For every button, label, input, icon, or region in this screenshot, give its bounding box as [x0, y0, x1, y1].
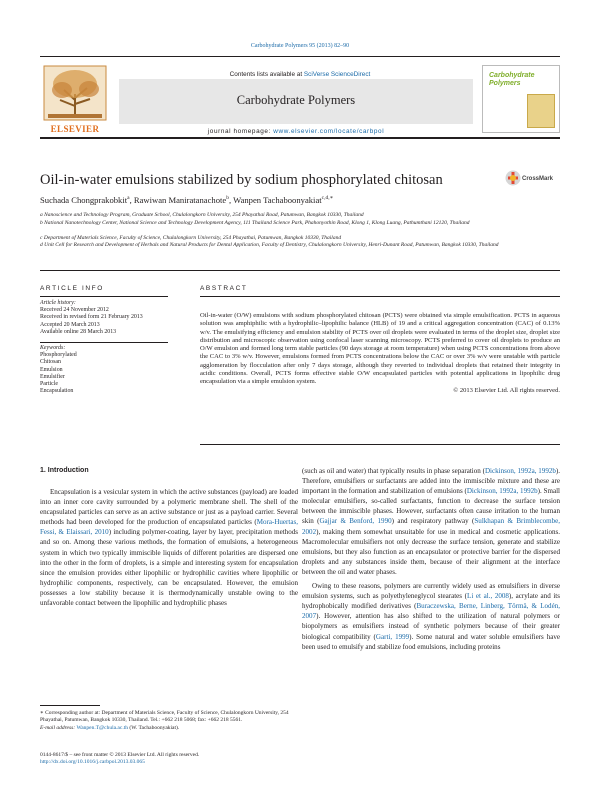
author-3[interactable]: Wanpen Tachaboonyakiat [233, 195, 322, 205]
author-2[interactable]: Rawiwan Maniratanachote [133, 195, 227, 205]
abstract-copyright: © 2013 Elsevier Ltd. All rights reserved. [453, 386, 560, 394]
journal-citation[interactable]: Carbohydrate Polymers 95 (2013) 82–90 [250, 43, 350, 49]
article-title: Oil-in-water emulsions stabilized by sodium phosphorylated chitosan [40, 172, 443, 188]
history-revised: Received in revised form 21 February 2013 [40, 314, 143, 321]
affiliation-rule [40, 270, 560, 271]
section-1-heading: 1. Introduction [40, 467, 89, 474]
author-3-sup: c,d,∗ [321, 195, 334, 202]
body-text: ). Therefore, emulsifiers or surfactants are added into the immiscible mixture and these are important in the formation and stabilization of emulsions ( [302, 467, 561, 496]
body-text: ), making them somewhat unsuitable for use in medical and cosmetic applications. Macromolecular emulsifiers not only decrease the surface tension, generate and stabilize emulsions, but they also function as an encapsulator or protective barrier for the dispersed droplets and any substances inside them, because of their alignment at the interface between the oil and water phases. [302, 527, 560, 576]
body-text: ). Some natural and water soluble emulsifiers have been used to emulsify and stabilize food emulsions, including proteins [302, 632, 560, 651]
history-accepted: Accepted 20 March 2013 [40, 321, 100, 328]
body-text: Owing to these reasons, polymers are currently widely used as emulsifiers in diverse emulsion systems, such as polyethyleneglycol stearates ( [302, 582, 560, 601]
keyword: Emulsion [40, 366, 63, 373]
body-text: Encapsulation is a vesicular system in which the active substances (payload) are loaded into an inner core cavity surrounded by a polymeric membrane shell. The shell of the encapsulated particles can serve as an active substance or just as a payload carrier. Several methods had been developed for the production of encapsulated particles ( [40, 488, 298, 527]
crossmark-badge[interactable] [505, 170, 565, 190]
body-text: ). However, attention has also shifted to the utilization of natural polymers or biopolymers as emulsifiers instead of synthetic polymers because of their greater biological compatibility ( [302, 612, 560, 641]
homepage-link[interactable]: www.elsevier.com/locate/carbpol [273, 128, 385, 135]
intro-paragraph-1-cont [302, 466, 560, 577]
crossmark-icon [505, 170, 521, 188]
abstract-body [200, 312, 560, 395]
history-label: Article history: [40, 300, 76, 306]
citation-link[interactable]: Li et al., 2008 [467, 592, 509, 601]
body-text: ), acrylate and its hydrophobically modified derivatives ( [302, 592, 561, 611]
keywords-rule [40, 342, 168, 343]
history-received: Received 24 November 2012 [40, 307, 109, 314]
abstract-text: Oil-in-water (O/W) emulsions with sodium phosphorylated chitosan (PCTS) were obtained via simple emulsification. PCTS in aqueous solution was amphiphilic with a hydrophilic–lipophilic balance (HLB) of 19 and a critical aggregation concentration (CAC) of 0.13% w/v. The emulsifying efficiency and emulsion stability of PCTS over oil droplets were evaluated in terms of the droplet size, droplet size distribution and microscopic observation using confocal laser scanning microscopy. PCTS preferred to cover oil droplets to produce an O/W emulsion and formed long term stable particles (90 days storage at room temperature) when using PCTS concentrations from above the CAC to 3% w/v. However, emulsions formed from PCTS concentrations below the CAC or over 3% w/v were unstable with particle agglomeration by flocculation after only 7 days storage, although they reverted to individual droplets that retained their integrity in acidic conditions. Overall, PCTS forms effective stable O/W encapsulated particles with potential applications in lipophilic drug encapsulation via a simple emulsion system. [200, 312, 560, 386]
citation-link[interactable]: Buraczewska, Berne, Linberg, Törmä, & Lodén, 2007 [302, 602, 560, 621]
contents-prefix: Contents lists available at [229, 71, 304, 78]
citation-link[interactable]: Garti, 1999 [375, 632, 410, 641]
email-line [40, 725, 298, 732]
author-sep: , [129, 195, 134, 205]
author-sep: , [228, 195, 234, 205]
email-label: E-mail address: [40, 724, 77, 731]
article-info-rule [40, 296, 168, 297]
homepage-prefix: journal homepage: [207, 128, 274, 135]
abstract-heading: ABSTRACT [200, 285, 248, 292]
email-suffix: (W. Tachaboonyakiat). [127, 724, 180, 731]
body-text: ) including polymer-coating, layer by layer, precipitation methods and so on. Among these various methods, the formation of emulsions, a heterogeneous system in which two typically immiscible liquids of different polarities are dispersed one into the other in the form of droplets, is a simple and interesting system for encapsulation since the emulsion provides either lipophilic or hydrophilic cavities where lipophilic or hydrophilic components, respectively, can be encapsulated. However, the emulsion possesses a low stability because it is thermodynamically unstable owing to the unfavorable contact between the lipophilic and hydrophilic phases [40, 528, 298, 608]
keyword: Encapsulation [40, 388, 74, 395]
email-link[interactable]: Wanpen.T@chula.ac.th [76, 724, 128, 731]
doi-link[interactable]: http://dx.doi.org/10.1016/j.carbpol.2013.03.065 [40, 759, 145, 766]
author-list [40, 195, 333, 205]
citation-link[interactable]: Gajjar & Benford, 1990 [319, 517, 392, 526]
header-bottom-rule [40, 137, 560, 139]
author-1[interactable]: Suchada Chongprakobkit [40, 195, 128, 205]
journal-cover-thumbnail [482, 65, 560, 133]
footnote-rule [40, 705, 100, 706]
keyword: Particle [40, 381, 58, 388]
body-text: ) and respiratory pathway ( [391, 517, 475, 526]
citation-link[interactable]: Mora-Huertas, Fessi, & Elaissari, 2010 [40, 518, 298, 537]
abstract-bottom-rule [200, 444, 560, 445]
affiliation-a: a Nanoscience and Technology Program, Graduate School, Chulalongkorn University, 254 Phayathai Road, Patumwan, Bangkok 10330, Thailand [40, 212, 364, 218]
author-2-sup: b [226, 195, 229, 202]
right-column [302, 466, 560, 652]
history-online: Available online 28 March 2013 [40, 328, 117, 335]
journal-homepage [119, 128, 473, 135]
affiliation-b: b National Nanotechnology Center, National Science and Technology Development Agency, 111 Thailand Science Park, Phahonyothin Road, Klong 1, Klong Luang, Pathumthani 12120, Thailand [40, 219, 470, 226]
keywords-block [40, 345, 180, 395]
intro-paragraph-2 [302, 581, 560, 652]
keyword: Chitosan [40, 359, 61, 366]
issn-doi-block [40, 752, 340, 767]
body-text: (such as oil and water) that typically results in phase separation ( [302, 467, 485, 475]
corresponding-author-footnote [40, 710, 298, 732]
elsevier-wordmark: ELSEVIER [50, 124, 100, 134]
citation-link[interactable]: Dickinson, 1992a, 1992b [466, 487, 538, 496]
intro-paragraph-1 [40, 487, 298, 608]
affiliation-c: c Department of Materials Science, Faculty of Science, Chulalongkorn University, 254 Phayathai, Patumwan, Bangkok 10330, Thailand [40, 234, 342, 241]
keyword: Phosphorylated [40, 352, 77, 359]
left-column [40, 487, 298, 608]
issn-line: 0144-8617/$ – see front matter © 2013 Elsevier Ltd. All rights reserved. [40, 752, 200, 758]
corresponding-text: ∗ Corresponding author at: Department of Materials Science, Faculty of Science, Chulalongkorn University, 254 Phayathai, Patumwan, Bangkok 10330, Thailand. Tel.: +662 218 5068; fax: +662 218 5561. [40, 710, 289, 724]
affiliation-d: d Unit Cell for Research and Development of Herbals and Natural Products for Dental Application, Faculty of Dentistry, Chulalongkorn University, Henri-Dunant Road, Patumwan, Bangkok 10330, Thailand [40, 242, 499, 248]
abstract-rule [200, 296, 560, 297]
body-text: ). Small molecular emulsifiers, so-called surfactants, function to decrease the surface tension between the immiscible phases. However, surfactants often cause irritation to the human skin ( [302, 487, 560, 526]
sciencedirect-link[interactable]: SciVerse ScienceDirect [303, 71, 371, 78]
keywords-label: Keywords: [40, 345, 66, 351]
author-1-sup: a [127, 195, 130, 202]
citation-link[interactable]: Sulkhapan & Brimblecombe, 2002 [302, 517, 560, 536]
crossmark-label: CrossMark [522, 176, 554, 182]
cover-image [527, 94, 555, 128]
citation-link[interactable]: Dickinson, 1992a, 1992b [484, 467, 556, 475]
keyword: Emulsifier [40, 373, 65, 380]
article-history [40, 300, 180, 336]
header-top-rule [40, 56, 560, 57]
article-info-heading: ARTICLE INFO [40, 285, 104, 292]
journal-name: Carbohydrate Polymers [236, 93, 356, 107]
cover-title: Carbohydrate Polymers [489, 72, 535, 87]
